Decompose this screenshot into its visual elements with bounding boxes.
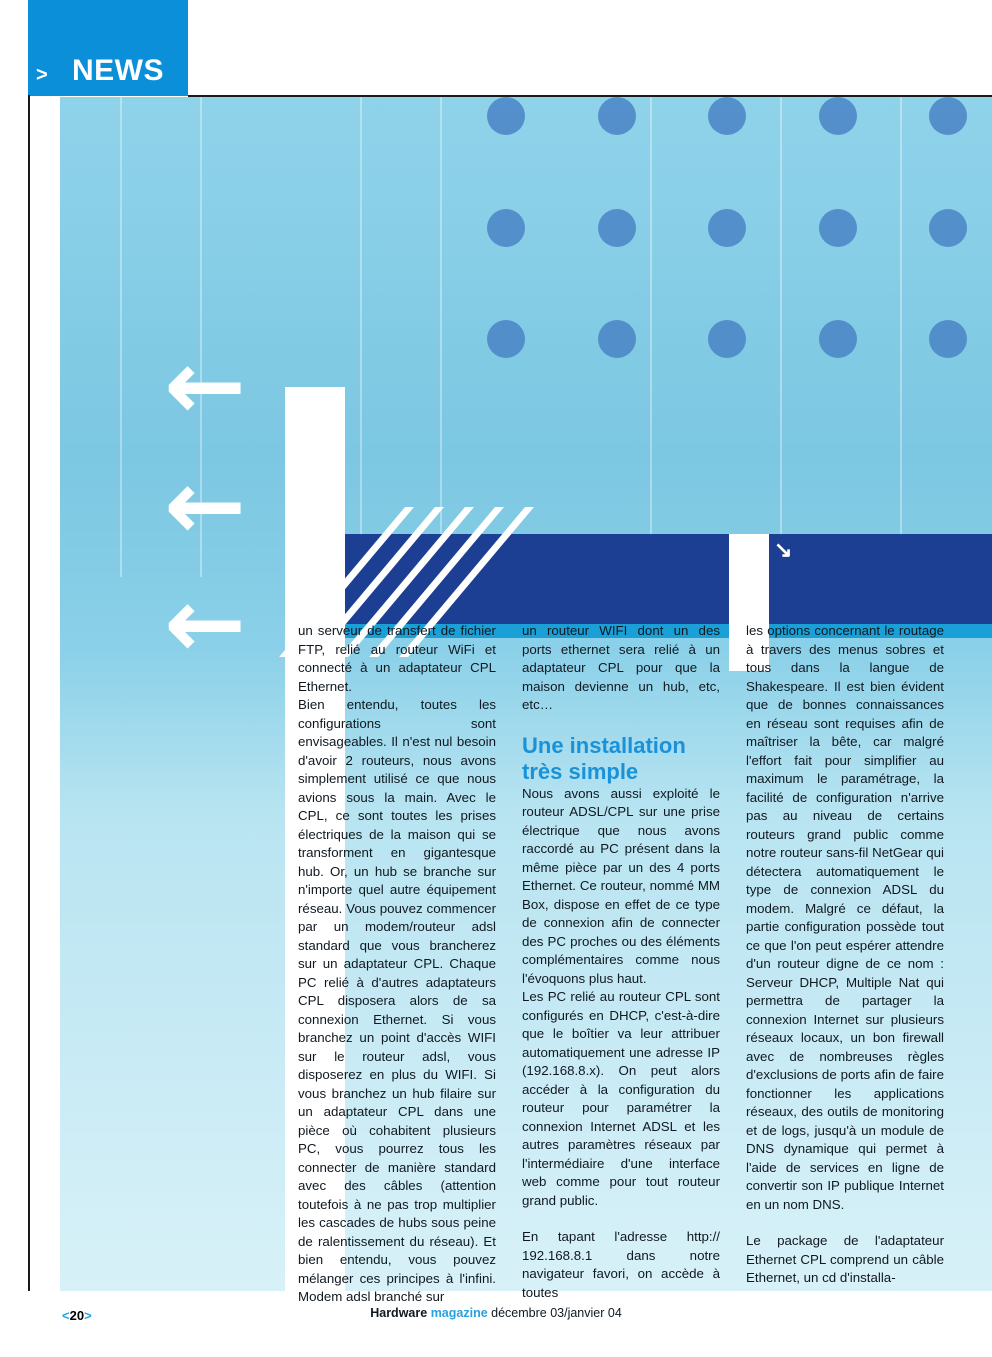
blue-dot xyxy=(929,97,967,135)
article-column-1 xyxy=(298,622,496,1307)
blue-dot xyxy=(708,209,746,247)
magazine-brand: Hardware xyxy=(370,1306,428,1320)
paragraph: un serveur de transfert de fichier FTP, relié au routeur WiFi et connecté à un adaptateur CPL Ethernet. xyxy=(298,623,496,694)
blue-dot xyxy=(598,320,636,358)
paragraph: Le package de l'adaptateur Ethernet CPL comprend un câble Ethernet, un cd d'installa- xyxy=(746,1233,944,1285)
paragraph: En tapant l'adresse http:// 192.168.8.1 dans notre navigateur favori, on accède à toutes xyxy=(522,1229,720,1300)
blue-band xyxy=(285,534,992,626)
blue-dot xyxy=(598,97,636,135)
blue-dot xyxy=(819,209,857,247)
arrow-left-icon: ← xyxy=(164,567,247,681)
paragraph: Bien entendu, toutes les configurations sont envisageables. Il n'est nul besoin d'avoir 2 routeurs, nous avons simplement utilisé ce que nous avions sous la main. Avec le CPL, ce sont toutes les prises électriques de la maison qui se transforment en gigantesque hub. Or, un hub se branche sur n'importe quel autre équipement réseau. Vous pouvez commencer par un modem/routeur adsl standard que vous brancherez sur un adaptateur CPL. Chaque PC relié à d'autres adaptateurs CPL disposera alors de sa connexion Ethernet. Si vous branchez un point d'accès WIFI sur le routeur adsl, vous disposerez en plus du WIFI. Si vous branchez un hub filaire sur un adaptateur CPL dans une pièce où cohabitent plusieurs PC, vous pourrez tous les connecter de manière standard avec des câbles (attention toutefois à ne pas trop multiplier les cascades de hubs sous peine de ralentissement du réseau). Et bien entendu, vous pouvez mélanger ces principes à l'infini. Modem adsl branché sur xyxy=(298,697,496,1304)
blue-dot xyxy=(929,320,967,358)
light-streak xyxy=(360,97,362,577)
blue-dot xyxy=(819,97,857,135)
blue-dot xyxy=(708,320,746,358)
page-bracket: < xyxy=(62,1308,70,1323)
footer-credit xyxy=(0,1306,992,1320)
left-border xyxy=(28,95,30,1291)
light-streak xyxy=(900,97,902,577)
arrow-down-right-icon: ↘ xyxy=(774,537,793,562)
chevron-right-icon: > xyxy=(36,64,48,86)
light-streak xyxy=(650,97,652,577)
blue-dot xyxy=(929,209,967,247)
arrow-left-icon: ← xyxy=(164,449,247,563)
paragraph-gap xyxy=(522,1210,720,1228)
blue-dot xyxy=(487,97,525,135)
blue-dot xyxy=(819,320,857,358)
blue-dot xyxy=(487,209,525,247)
blue-dot xyxy=(708,97,746,135)
light-streak xyxy=(120,97,122,577)
arrow-left-icon: ← xyxy=(164,329,247,443)
article-column-3 xyxy=(746,622,944,1288)
magazine-brand-accent: magazine xyxy=(430,1306,488,1320)
paragraph: Les PC relié au routeur CPL sont configurés en DHCP, c'est-à-dire que le boîtier va leur attribuer automatiquement une adresse IP (192.168.8.x). On peut alors accéder à la configuration du routeur pour paramétrer la connexion Internet ADSL et les autres paramètres réseaux par l'intermédiaire d'une interface web comme pour tout routeur grand public. xyxy=(522,989,720,1208)
issue-date: décembre 03/janvier 04 xyxy=(491,1306,622,1320)
paragraph: un routeur WIFI dont un des ports ethernet sera relié à un adaptateur CPL pour que la maison devienne un hub, etc, etc… xyxy=(522,623,720,712)
paragraph: Nous avons aussi exploité le routeur ADSL/CPL sur une prise électrique que nous avons raccordé au PC présent dans la même pièce par un des 4 ports Ethernet. Ce routeur, nommé MM Box, dispose en effet de ce type de connexion afin de connecter des PC proches ou des éléments complémentaires comme nous l'évoquons plus haut. xyxy=(522,785,720,986)
light-streak xyxy=(780,97,782,577)
page-number-value: 20 xyxy=(69,1308,85,1323)
paragraph-gap xyxy=(746,1214,944,1232)
paragraph: les options concernant le routage à travers des menus sobres et tous dans la langue de Shakespeare. Il est bien évident que de bonnes connaissances en réseau sont requises afin de maîtriser la bête, car malgré l'effort fait pour simplifier au maximum le paramétrage, la facilité de configuration n'arrive pas au niveau de certains routeurs grand public comme notre routeur sans-fil NetGear qui détectera automatiquement le type de connexion ADSL du modem. Malgré ce défaut, la partie configuration possède tout ce que l'on peut espérer attendre d'un routeur digne de ce nom : Serveur DHCP, Multiple Nat qui permettra de partager la connexion Internet sur plusieurs réseaux locaux, un bon firewall avec de nombreuses règles d'exclusions de ports afin de faire fonctionner les applications réseaux, des outils de monitoring et de logs, jusqu'à un module de DNS dynamique qui permet à l'aide de services en ligne de convertir son IP publique Internet en un nom DNS. xyxy=(746,623,944,1212)
section-tab xyxy=(28,0,188,96)
article-column-2 xyxy=(522,622,720,1302)
blue-dot xyxy=(598,209,636,247)
page-bracket: > xyxy=(84,1308,92,1323)
light-streak xyxy=(440,97,442,577)
blue-dot xyxy=(487,320,525,358)
section-heading: Une installation très simple xyxy=(522,732,686,784)
section-title: NEWS xyxy=(72,54,164,87)
